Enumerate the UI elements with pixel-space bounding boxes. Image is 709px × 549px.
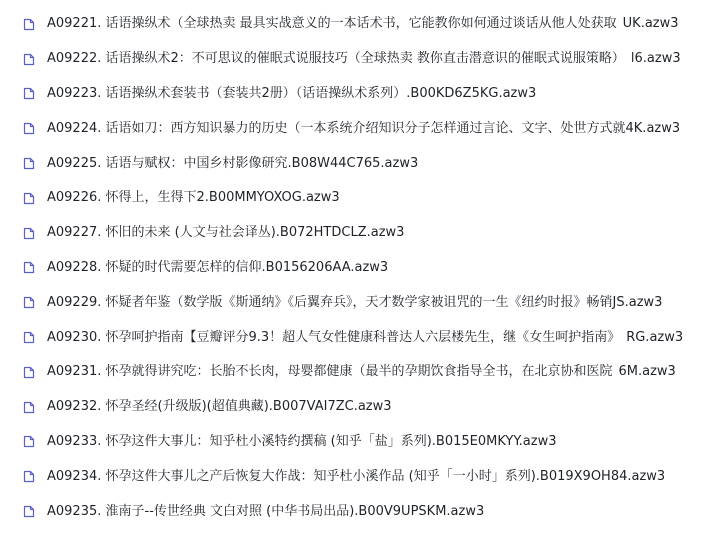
file-name-prefix: A09223. 话语操纵术套装书（套装共2册）（话语操纵术系列）.B00KD6Z5KG.azw3 <box>47 85 537 101</box>
file-name-prefix: A09228. 怀疑的时代需要怎样的信仰.B0156206AA.azw3 <box>47 259 389 275</box>
file-row[interactable] <box>0 42 709 77</box>
file-row[interactable] <box>0 251 709 286</box>
document-file-icon <box>22 365 36 379</box>
file-name <box>47 85 685 103</box>
document-file-icon <box>22 400 36 414</box>
file-row[interactable] <box>0 77 709 112</box>
file-name-prefix: A09230. 怀孕呵护指南【豆瓣评分9.3！超人气女性健康科普达人六层楼先生，继《女生呵护指南》 <box>47 329 621 345</box>
file-name-prefix: A09225. 话语与赋权：中国乡村影像研究.B08W44C765.azw3 <box>47 155 419 171</box>
document-file-icon <box>22 435 36 449</box>
file-row[interactable] <box>0 181 709 216</box>
file-row[interactable] <box>0 355 709 390</box>
file-name-suffix: 4K.azw3 <box>625 120 681 136</box>
file-row[interactable] <box>0 390 709 425</box>
file-row[interactable] <box>0 216 709 251</box>
file-name-suffix: UK.azw3 <box>622 16 679 32</box>
file-name-prefix: A09235. 淮南子--传世经典 文白对照 (中华书局出品).B00V9UPSKM.azw3 <box>47 503 485 519</box>
document-file-icon <box>22 157 36 171</box>
file-name <box>47 329 685 347</box>
file-name-prefix: A09229. 怀疑者年鉴（数学版《斯通纳》《后翼弃兵》，天才数学家被诅咒的一生《纽约时报》畅销 <box>47 294 613 310</box>
document-file-icon <box>22 122 36 136</box>
file-name <box>47 503 685 521</box>
file-name-prefix: A09232. 怀孕圣经(升级版)(超值典藏).B007VAI7ZC.azw3 <box>47 399 392 415</box>
file-row[interactable] <box>0 425 709 460</box>
file-name <box>47 15 685 33</box>
file-name <box>47 155 685 173</box>
document-file-icon <box>22 470 36 484</box>
document-file-icon <box>22 505 36 519</box>
file-name-prefix: A09226. 怀得上，生得下2.B00MMYOXOG.azw3 <box>47 190 340 206</box>
file-name-prefix: A09233. 怀孕这件大事儿：知乎杜小溪特约撰稿 (知乎「盐」系列).B015E0MKYY.azw3 <box>47 433 557 449</box>
document-file-icon <box>22 191 36 205</box>
file-row[interactable] <box>0 146 709 181</box>
document-file-icon <box>22 261 36 275</box>
file-name-prefix: A09231. 怀孕就得讲究吃：长胎不长肉，母婴都健康（最半的孕期饮食指导全书，在北京协和医院 <box>47 364 613 380</box>
document-file-icon <box>22 331 36 345</box>
file-name <box>47 363 685 381</box>
file-name-suffix: JS.azw3 <box>612 294 663 310</box>
file-name <box>47 294 685 312</box>
file-name <box>47 50 685 68</box>
file-row[interactable] <box>0 7 709 42</box>
document-file-icon <box>22 226 36 240</box>
file-name-suffix: RG.azw3 <box>626 329 684 345</box>
file-row[interactable] <box>0 494 709 529</box>
file-name-prefix: A09224. 话语如刀：西方知识暴力的历史（一本系统介绍知识分子怎样通过言论、文字、处世方式就 <box>47 120 626 136</box>
file-name <box>47 433 685 451</box>
document-file-icon <box>22 52 36 66</box>
file-name <box>47 468 685 486</box>
file-name <box>47 224 685 242</box>
file-name <box>47 398 685 416</box>
document-file-icon <box>22 296 36 310</box>
file-row[interactable] <box>0 459 709 494</box>
file-name-suffix: 6M.azw3 <box>618 364 676 380</box>
file-row[interactable] <box>0 285 709 320</box>
file-name-prefix: A09221. 话语操纵术（全球热卖 最具实战意义的一本话术书，它能教你如何通过谈话从他人处获取 <box>47 16 617 32</box>
file-name-prefix: A09227. 怀旧的未来 (人文与社会译丛).B072HTDCLZ.azw3 <box>47 225 405 241</box>
file-name-suffix: l6.azw3 <box>630 51 681 67</box>
file-name <box>47 259 685 277</box>
document-file-icon <box>22 17 36 31</box>
file-name <box>47 120 685 138</box>
file-name <box>47 189 685 207</box>
file-row[interactable] <box>0 320 709 355</box>
file-name-prefix: A09234. 怀孕这件大事儿之产后恢复大作战：知乎杜小溪作品 (知乎「一小时」系列).B019X9OH84.azw3 <box>47 468 666 484</box>
document-file-icon <box>22 87 36 101</box>
file-name-prefix: A09222. 话语操纵术2：不可思议的催眠式说服技巧（全球热卖 教你直击潜意识的催眠式说服策略） <box>47 51 625 67</box>
file-row[interactable] <box>0 111 709 146</box>
